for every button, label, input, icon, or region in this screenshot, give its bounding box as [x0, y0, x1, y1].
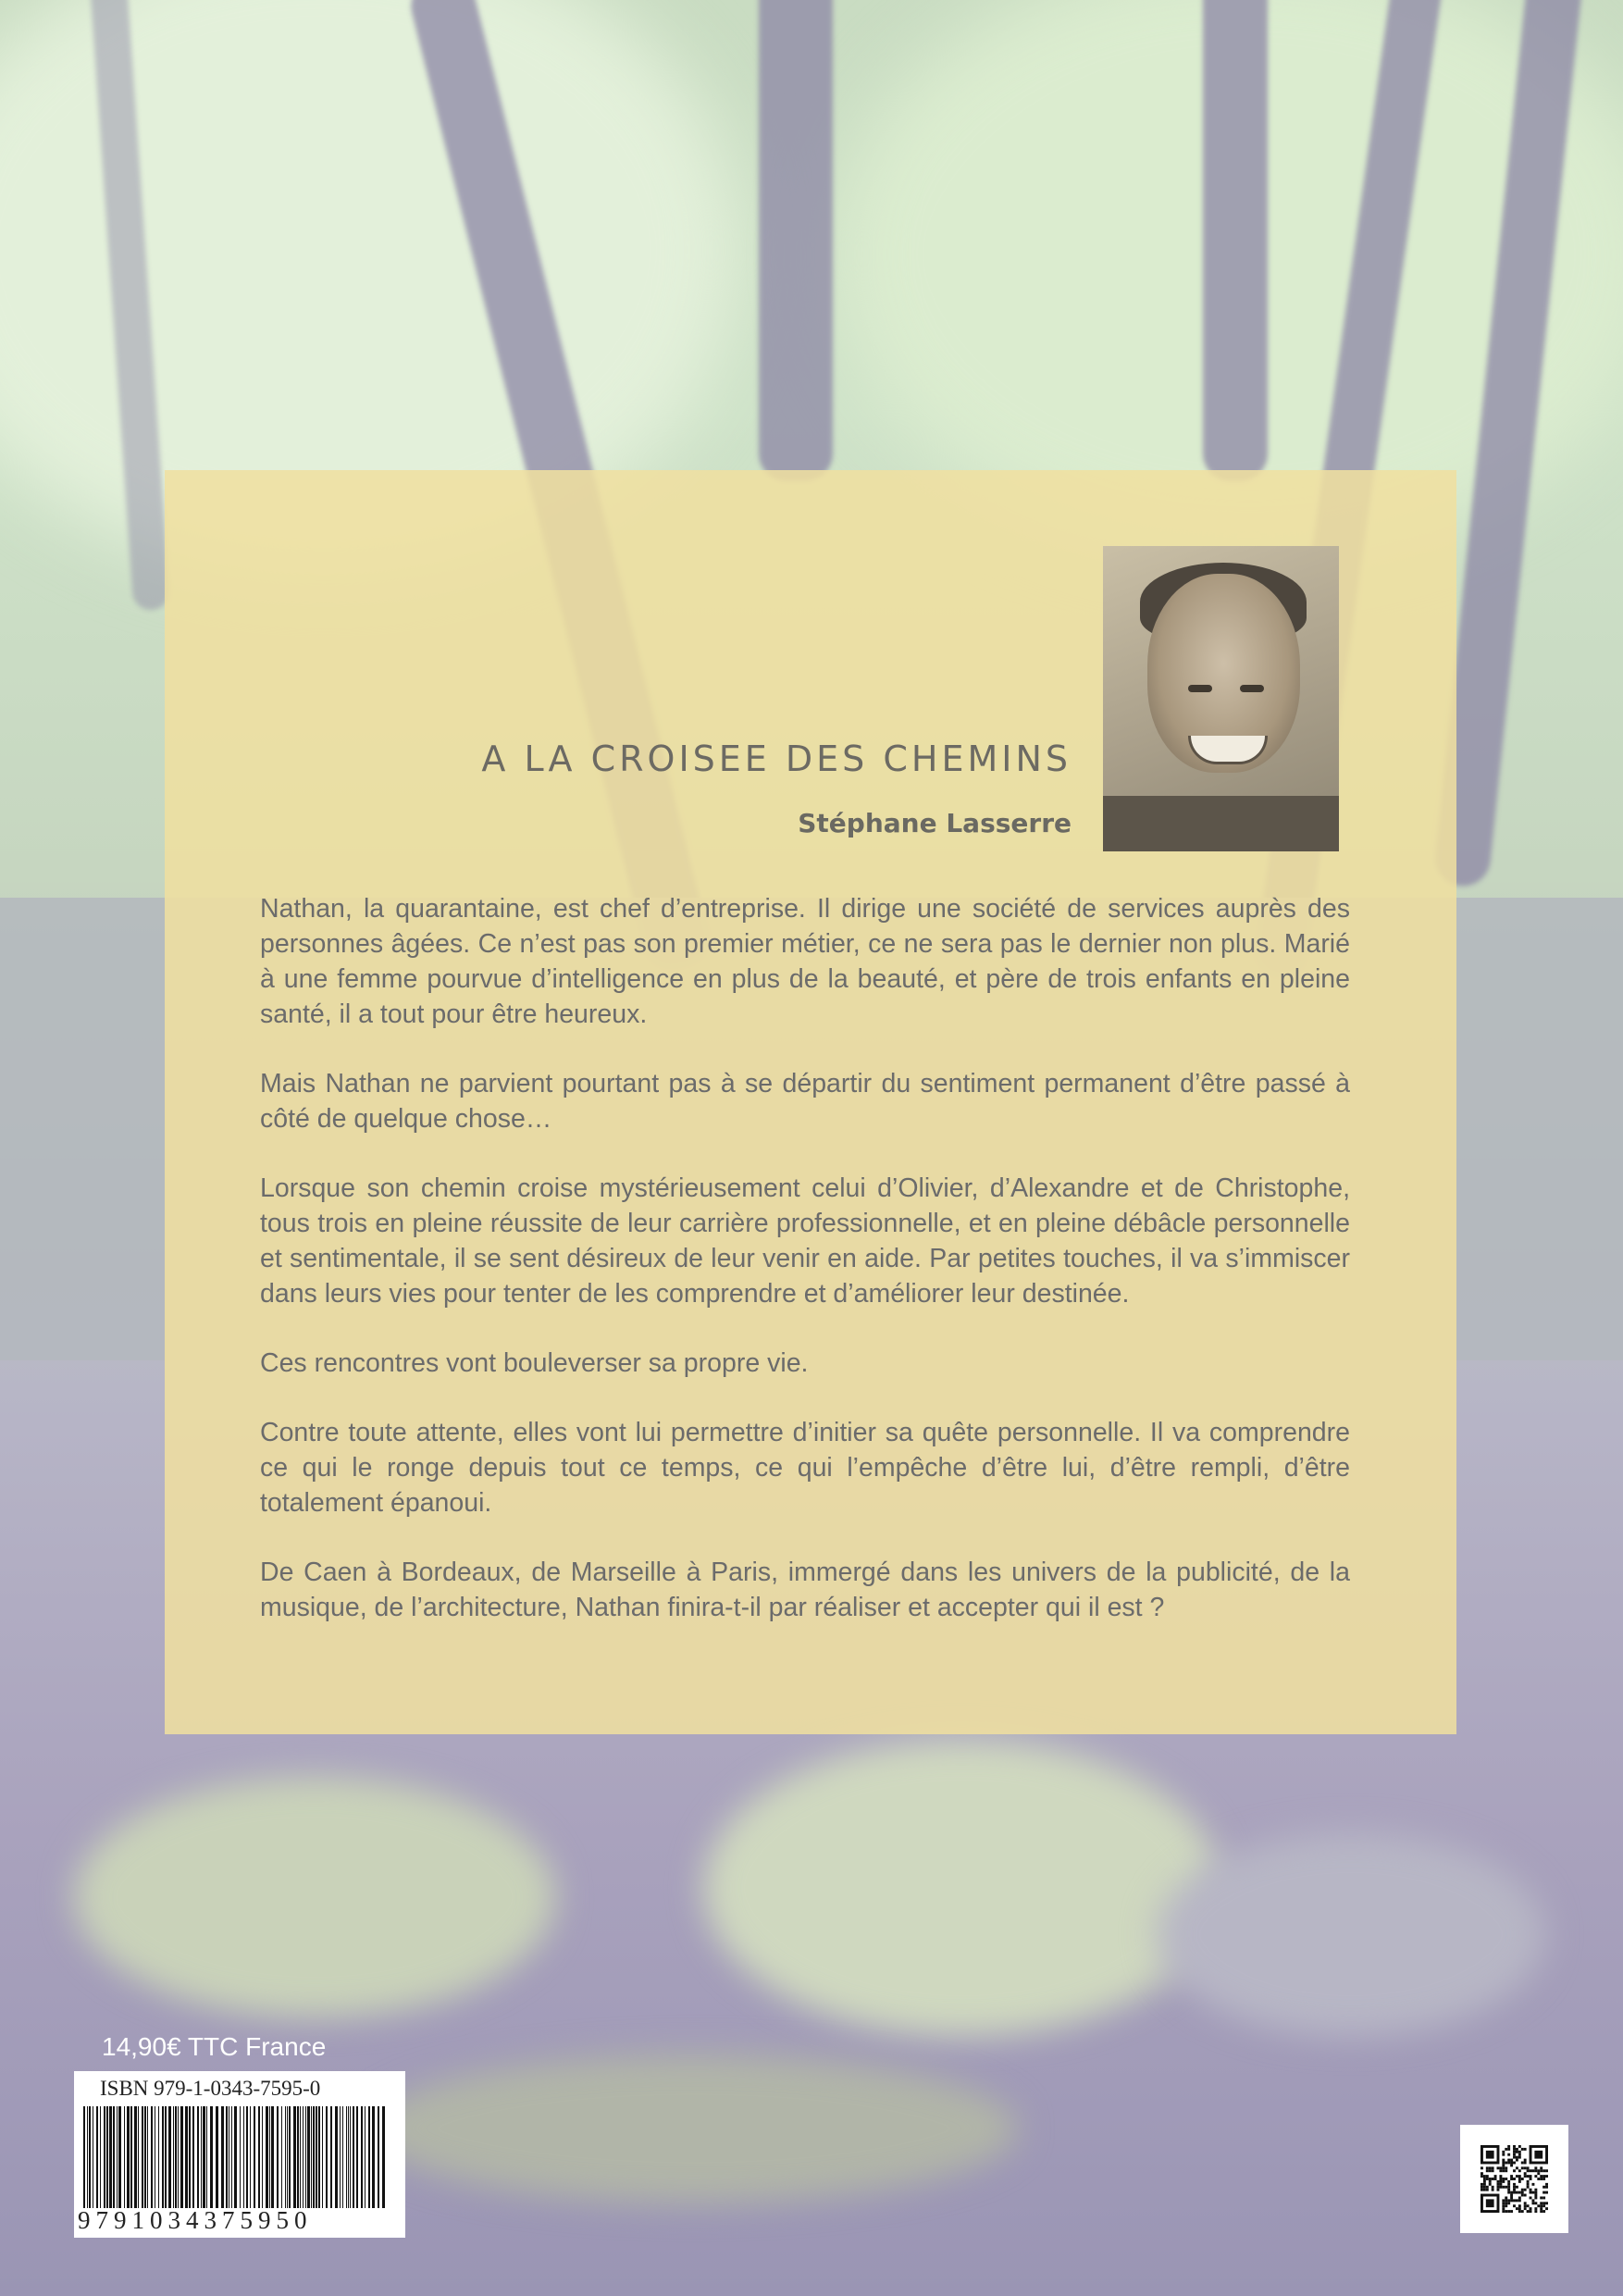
qr-code-icon: [1460, 2125, 1568, 2233]
summary-paragraph: Lorsque son chemin croise mystérieusement celui d’Olivier, d’Alexandre et de Christophe, tous trois en pleine réussite de leur carrière professionnelle, et en pleine débâcle personnelle et sentimentale, il se sent désireux de leur venir en aide. Par petites touches, il va s’immiscer dans leurs vies pour tenter de les comprendre et d’améliorer leur destinée.: [260, 1173, 1350, 1309]
barcode-bars: [83, 2106, 389, 2208]
summary-panel: [165, 470, 1456, 1734]
author-name: Stéphane Lasserre: [798, 808, 1072, 838]
summary-paragraph: Contre toute attente, elles vont lui permettre d’initier sa quête personnelle. Il va comprendre ce qui le ronge depuis tout ce temps, ce qui l’empêche d’être lui, d’être rempli, d’être totalement épanoui.: [260, 1418, 1350, 1518]
book-title: A LA CROISEE DES CHEMINS: [481, 738, 1072, 779]
barcode-icon: [74, 2071, 405, 2238]
isbn-label: ISBN 979-1-0343-7595-0: [100, 2077, 321, 2100]
summary-paragraph: Nathan, la quarantaine, est chef d’entreprise. Il dirige une société de services auprès des personnes âgées. Ce n’est pas son premier métier, ce ne sera pas le dernier non plus. Marié à une femme pourvue d’intelligence en plus de la beauté, et père de trois enfants en pleine santé, il a tout pour être heureux.: [260, 894, 1350, 1029]
summary-paragraph: De Caen à Bordeaux, de Marseille à Paris, immergé dans les univers de la publicité, de la musique, de l’architecture, Nathan finira-t-il par réaliser et accepter qui il est ?: [260, 1558, 1350, 1622]
summary-text: [260, 891, 1350, 1659]
author-portrait-photo: [1103, 546, 1339, 851]
summary-paragraph: Mais Nathan ne parvient pourtant pas à se départir du sentiment permanent d’être passé à côté de quelque chose…: [260, 1069, 1350, 1134]
summary-paragraph: Ces rencontres vont bouleverser sa propre vie.: [260, 1348, 809, 1378]
barcode-digits: 9791034375950: [78, 2206, 313, 2234]
price-label: 14,90€ TTC France: [102, 2032, 327, 2061]
